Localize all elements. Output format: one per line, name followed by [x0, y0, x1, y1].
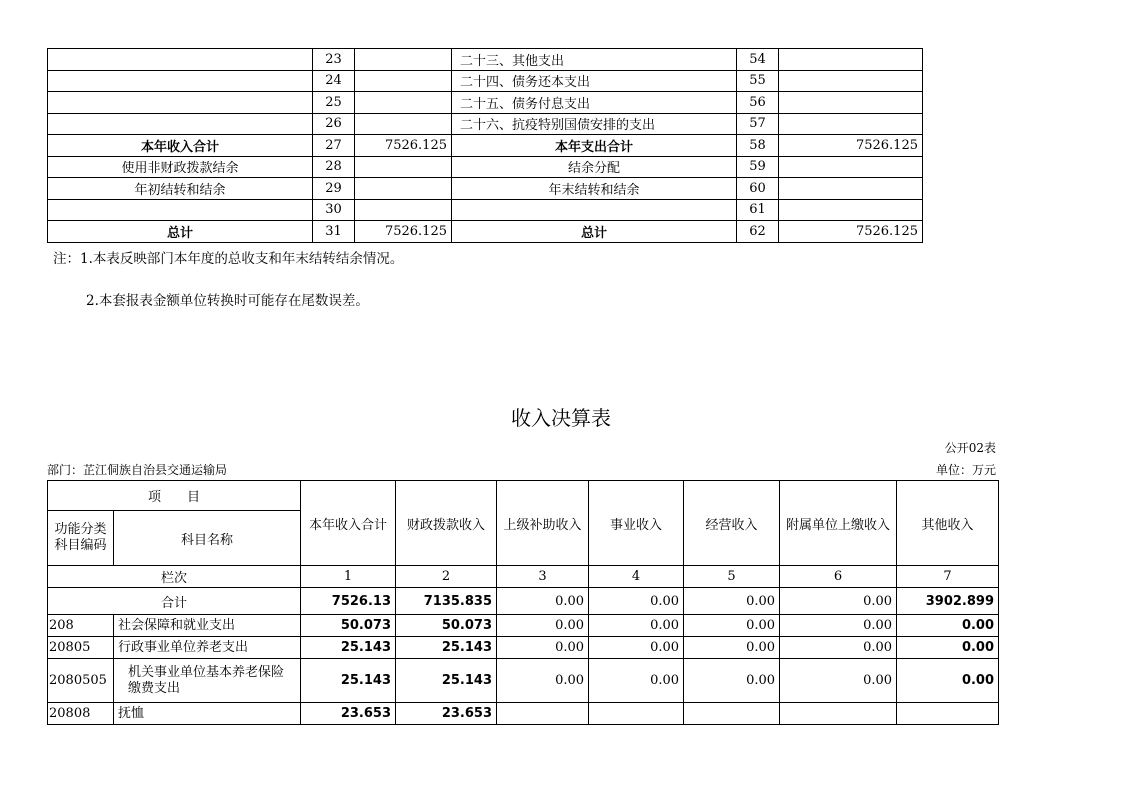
right-line-number: 55: [737, 70, 779, 92]
left-line-number: 26: [313, 113, 355, 135]
col-number: 2: [396, 566, 497, 588]
summary-row: [48, 221, 923, 243]
left-amount: [355, 49, 452, 71]
right-label: 年末结转和结余: [452, 178, 737, 200]
right-line-number: 59: [737, 156, 779, 178]
amount-cell: [589, 703, 684, 725]
summary-row: [48, 178, 923, 200]
right-label: 二十三、其他支出: [452, 49, 737, 71]
right-label: 二十四、债务还本支出: [452, 70, 737, 92]
subject-name: 社会保障和就业支出: [114, 615, 301, 637]
amount-cell: 0.00: [589, 615, 684, 637]
note-2: 2.本套报表金额单位转换时可能存在尾数误差。: [86, 293, 369, 309]
right-label: 二十六、抗疫特别国债安排的支出: [452, 113, 737, 135]
total-value: 0.00: [497, 588, 589, 615]
amount-cell: [780, 703, 897, 725]
amount-cell: 50.073: [301, 615, 396, 637]
amount-cell: 50.073: [396, 615, 497, 637]
subject-name: 行政事业单位养老支出: [114, 637, 301, 659]
amount-cell: [497, 703, 589, 725]
amount-cell: [684, 703, 780, 725]
total-value: 0.00: [780, 588, 897, 615]
amount-cell: 0.00: [780, 659, 897, 703]
left-amount: 7526.125: [355, 221, 452, 243]
amount-cell: 0.00: [684, 659, 780, 703]
amount-cell: 0.00: [497, 615, 589, 637]
right-label: 本年支出合计: [452, 135, 737, 157]
right-amount: [779, 70, 923, 92]
col-number: 7: [897, 566, 999, 588]
col-header-1: 本年收入合计: [301, 481, 396, 566]
left-line-number: 24: [313, 70, 355, 92]
header-name: 科目名称: [114, 511, 301, 566]
subject-code: 20805: [48, 637, 114, 659]
summary-row: [48, 49, 923, 71]
summary-row: [48, 156, 923, 178]
header-code: 功能分类科目编码: [48, 511, 114, 566]
left-amount: [355, 199, 452, 221]
amount-cell: 0.00: [780, 615, 897, 637]
left-amount: [355, 92, 452, 114]
summary-row: [48, 113, 923, 135]
amount-cell: 25.143: [301, 637, 396, 659]
amount-cell: 0.00: [589, 637, 684, 659]
amount-cell: 25.143: [396, 659, 497, 703]
left-line-number: 28: [313, 156, 355, 178]
col-number: 6: [780, 566, 897, 588]
col-number: 4: [589, 566, 684, 588]
right-line-number: 56: [737, 92, 779, 114]
right-label: 总计: [452, 221, 737, 243]
subject-code: 2080505: [48, 659, 114, 703]
header-project: 项 目: [48, 481, 301, 511]
right-amount: 7526.125: [779, 135, 923, 157]
left-amount: [355, 178, 452, 200]
col-number: 5: [684, 566, 780, 588]
right-line-number: 61: [737, 199, 779, 221]
left-label: [48, 113, 313, 135]
right-line-number: 57: [737, 113, 779, 135]
amount-cell: 0.00: [497, 637, 589, 659]
right-amount: [779, 49, 923, 71]
subject-name: 机关事业单位基本养老保险缴费支出: [114, 659, 301, 703]
table-row: [48, 659, 999, 703]
right-amount: [779, 113, 923, 135]
amount-cell: 0.00: [780, 637, 897, 659]
left-label: [48, 199, 313, 221]
summary-row: [48, 135, 923, 157]
amount-cell: [897, 703, 999, 725]
page-title: 收入决算表: [511, 406, 611, 430]
left-label: [48, 49, 313, 71]
amount-cell: 23.653: [301, 703, 396, 725]
right-line-number: 60: [737, 178, 779, 200]
left-label: 本年收入合计: [48, 135, 313, 157]
left-label: [48, 92, 313, 114]
col-header-6: 附属单位上缴收入: [780, 481, 897, 566]
col-header-2: 财政拨款收入: [396, 481, 497, 566]
note-1: 注：1.本表反映部门本年度的总收支和年末结转结余情况。: [53, 251, 404, 267]
amount-cell: 0.00: [589, 659, 684, 703]
amount-cell: 0.00: [684, 637, 780, 659]
right-amount: [779, 199, 923, 221]
subject-name: 抚恤: [114, 703, 301, 725]
right-line-number: 54: [737, 49, 779, 71]
right-label: 二十五、债务付息支出: [452, 92, 737, 114]
left-label: 使用非财政拨款结余: [48, 156, 313, 178]
summary-table: [47, 48, 923, 243]
total-value: 7135.835: [396, 588, 497, 615]
amount-cell: 23.653: [396, 703, 497, 725]
amount-cell: 0.00: [897, 659, 999, 703]
subject-code: 20808: [48, 703, 114, 725]
amount-cell: 0.00: [897, 615, 999, 637]
left-line-number: 30: [313, 199, 355, 221]
summary-row: [48, 92, 923, 114]
left-label: 年初结转和结余: [48, 178, 313, 200]
unit: 单位：万元: [935, 463, 996, 477]
left-line-number: 27: [313, 135, 355, 157]
col-header-4: 事业收入: [589, 481, 684, 566]
row-index-label: 栏次: [48, 566, 301, 588]
summary-row: [48, 199, 923, 221]
table-row: [48, 615, 999, 637]
amount-cell: 0.00: [684, 615, 780, 637]
left-amount: [355, 156, 452, 178]
right-amount: [779, 178, 923, 200]
total-label: 合计: [48, 588, 301, 615]
left-amount: [355, 70, 452, 92]
table-row: [48, 637, 999, 659]
right-line-number: 58: [737, 135, 779, 157]
total-value: 0.00: [589, 588, 684, 615]
amount-cell: 25.143: [301, 659, 396, 703]
amount-cell: 0.00: [497, 659, 589, 703]
col-header-7: 其他收入: [897, 481, 999, 566]
left-line-number: 29: [313, 178, 355, 200]
col-number: 1: [301, 566, 396, 588]
income-table: [47, 480, 999, 725]
table-code: 公开02表: [944, 441, 996, 455]
total-value: 7526.13: [301, 588, 396, 615]
right-amount: 7526.125: [779, 221, 923, 243]
right-label: [452, 199, 737, 221]
left-amount: [355, 113, 452, 135]
amount-cell: 0.00: [897, 637, 999, 659]
right-label: 结余分配: [452, 156, 737, 178]
left-label: 总计: [48, 221, 313, 243]
left-line-number: 23: [313, 49, 355, 71]
subject-code: 208: [48, 615, 114, 637]
total-value: 3902.899: [897, 588, 999, 615]
left-label: [48, 70, 313, 92]
left-line-number: 31: [313, 221, 355, 243]
table-row: [48, 703, 999, 725]
col-number: 3: [497, 566, 589, 588]
col-header-5: 经营收入: [684, 481, 780, 566]
right-line-number: 62: [737, 221, 779, 243]
left-line-number: 25: [313, 92, 355, 114]
department: 部门：芷江侗族自治县交通运输局: [47, 463, 228, 477]
summary-row: [48, 70, 923, 92]
right-amount: [779, 92, 923, 114]
total-value: 0.00: [684, 588, 780, 615]
amount-cell: 25.143: [396, 637, 497, 659]
right-amount: [779, 156, 923, 178]
col-header-3: 上级补助收入: [497, 481, 589, 566]
left-amount: 7526.125: [355, 135, 452, 157]
